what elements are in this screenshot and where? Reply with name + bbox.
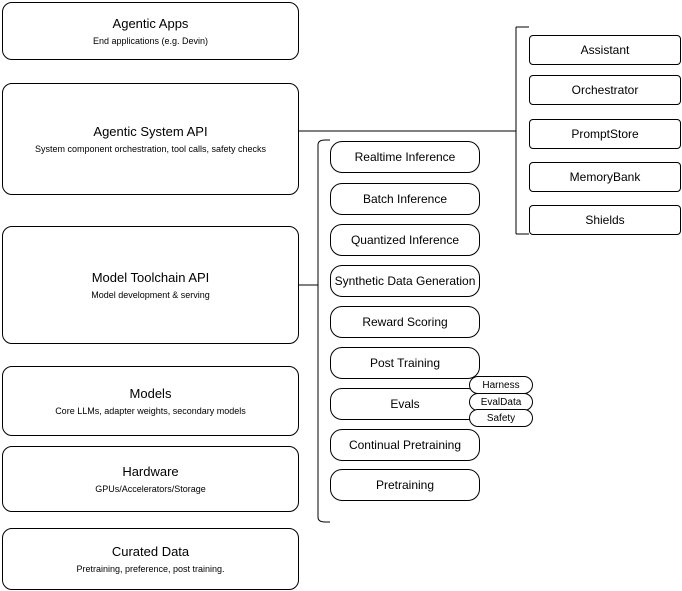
stack-node-models[interactable] [2,366,299,436]
agentic-item-memorybank[interactable] [529,162,681,192]
agentic-item-orchestrator[interactable] [529,75,681,105]
agentic-item-assistant[interactable] [529,35,681,65]
stack-node-agentic-system-api[interactable] [2,83,299,195]
toolchain-item-label: Batch Inference [362,192,448,206]
toolchain-item-batch-inference[interactable] [330,183,480,215]
toolchain-item-label: Reward Scoring [362,315,448,329]
stack-node-subtitle: Model development & serving [91,289,210,300]
stack-node-title: Model Toolchain API [91,269,210,285]
stack-node-title: Hardware [122,463,179,479]
toolchain-item-label: Evals [390,397,420,411]
agentic-item-label: Assistant [580,43,630,57]
stack-node-subtitle: End applications (e.g. Devin) [92,35,209,46]
agentic-item-label: PromptStore [571,127,639,141]
stack-node-hardware[interactable] [2,446,299,512]
toolchain-item-quantized-inference[interactable] [330,224,480,256]
stack-node-title: Agentic Apps [112,15,189,31]
agentic-item-label: MemoryBank [569,170,641,184]
toolchain-item-pretraining[interactable] [330,469,480,501]
toolchain-item-realtime-inference[interactable] [330,141,480,173]
eval-pill-safety[interactable] [469,409,533,427]
toolchain-item-post-training[interactable] [330,347,480,379]
toolchain-item-label: Post Training [369,356,441,370]
stack-node-curated-data[interactable] [2,528,299,590]
stack-node-subtitle: System component orchestration, tool calls, safety checks [34,143,267,154]
eval-pill-label: Safety [486,412,516,424]
stack-node-subtitle: GPUs/Accelerators/Storage [95,483,206,494]
toolchain-item-reward-scoring[interactable] [330,306,480,338]
agentic-item-label: Shields [585,213,625,227]
stack-node-subtitle: Pretraining, preference, post training. [76,563,225,574]
stack-node-agentic-apps[interactable] [2,2,299,60]
stack-node-title: Models [129,385,172,401]
toolchain-item-label: Realtime Inference [354,150,456,164]
toolchain-item-label: Synthetic Data Generation [334,274,476,288]
eval-pill-harness[interactable] [469,376,533,394]
stack-node-model-toolchain-api[interactable] [2,226,299,344]
eval-pill-label: EvalData [480,396,522,408]
stack-node-title: Agentic System API [93,123,208,139]
toolchain-item-label: Continual Pretraining [348,438,462,452]
toolchain-item-label: Quantized Inference [350,233,460,247]
toolchain-item-continual-pretraining[interactable] [330,429,480,461]
eval-pill-label: Harness [482,379,520,391]
toolchain-item-evals[interactable] [330,388,480,420]
agentic-item-promptstore[interactable] [529,119,681,149]
toolchain-item-label: Pretraining [375,478,435,492]
stack-node-subtitle: Core LLMs, adapter weights, secondary models [55,405,246,416]
agentic-item-label: Orchestrator [571,83,639,97]
stack-node-title: Curated Data [111,543,190,559]
toolchain-item-synthetic-data-generation[interactable] [330,265,480,297]
agentic-item-shields[interactable] [529,205,681,235]
